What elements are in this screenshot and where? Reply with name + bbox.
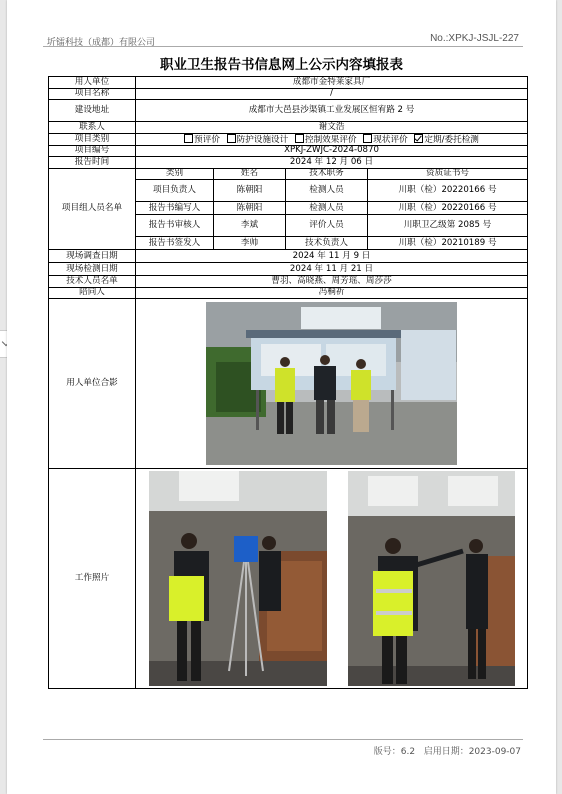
option-periodic-detection: 定期/委托检测 — [414, 135, 478, 145]
team-header-name: 姓名 — [214, 168, 286, 180]
team-title: 检测人员 — [286, 202, 368, 215]
footer — [374, 744, 521, 757]
option-status-evaluation: 现状评价 — [363, 135, 407, 145]
contact-value: 谢文浩 — [136, 122, 528, 134]
survey-date-value: 2024 年 11 月 9 日 — [136, 250, 528, 263]
report-table — [48, 76, 528, 689]
option-pre-evaluation: 预评价 — [184, 135, 220, 145]
checkbox-protection-design — [227, 134, 236, 143]
team-header-cert: 资质证书号 — [368, 168, 528, 180]
checkbox-pre-evaluation — [184, 134, 193, 143]
team-role: 报告书签发人 — [136, 237, 214, 250]
header-company: 圻镭科技（成都）有限公司 — [47, 38, 156, 48]
row-survey-date — [49, 250, 528, 263]
option-protection-design: 防护设施设计 — [227, 135, 289, 145]
employer-label: 用人单位 — [49, 77, 136, 89]
option-control-effect: 控制效果评价 — [295, 135, 357, 145]
escort-value: 冯桐祈 — [136, 287, 528, 299]
checkbox-control-effect — [295, 134, 304, 143]
team-name: 陈朝阳 — [214, 202, 286, 215]
test-date-value: 2024 年 11 月 21 日 — [136, 263, 528, 276]
row-project-type — [49, 133, 528, 145]
row-report-time — [49, 157, 528, 169]
checkbox-status-evaluation — [363, 134, 372, 143]
escort-label: 陪同人 — [49, 287, 136, 299]
team-header-title: 技术职务 — [286, 168, 368, 180]
project-type-options — [136, 133, 528, 145]
team-label: 项目组人员名单 — [49, 168, 136, 250]
row-project-no — [49, 145, 528, 157]
team-name: 李斌 — [214, 215, 286, 237]
page-title: 职业卫生报告书信息网上公示内容填报表 — [160, 57, 403, 73]
report-time-value: 2024 年 12 月 06 日 — [136, 157, 528, 169]
team-header-row — [49, 168, 528, 180]
work-photos-label: 工作照片 — [49, 469, 136, 689]
work-photo-1 — [149, 471, 327, 686]
row-work-photos — [49, 469, 528, 689]
footer-divider — [43, 739, 523, 740]
checkbox-periodic-detection — [414, 134, 423, 143]
team-name: 陈朝阳 — [214, 180, 286, 202]
footer-date: 启用日期：2023-09-07 — [423, 747, 521, 757]
row-contact — [49, 122, 528, 134]
row-group-photo — [49, 299, 528, 469]
group-photo-image — [206, 302, 457, 465]
team-title: 检测人员 — [286, 180, 368, 202]
team-cert: 川职（检）20210189 号 — [368, 237, 528, 250]
contact-label: 联系人 — [49, 122, 136, 134]
team-role: 报告书编写人 — [136, 202, 214, 215]
address-label: 建设地址 — [49, 100, 136, 122]
team-role: 报告书审核人 — [136, 215, 214, 237]
row-escort — [49, 287, 528, 299]
team-name: 李帅 — [214, 237, 286, 250]
test-date-label: 现场检测日期 — [49, 263, 136, 276]
work-photos-cell — [136, 469, 528, 689]
row-tech-staff — [49, 276, 528, 288]
tech-staff-value: 曹羽、高晓燕、周芳瑶、周莎莎 — [136, 276, 528, 288]
team-title: 技术负责人 — [286, 237, 368, 250]
project-no-label: 项目编号 — [49, 145, 136, 157]
document-page — [7, 0, 556, 794]
employer-value: 成都市金特莱家具厂 — [136, 77, 528, 89]
team-cert: 川职（检）20220166 号 — [368, 202, 528, 215]
row-address — [49, 100, 528, 122]
group-photo-cell — [136, 299, 528, 469]
row-test-date — [49, 263, 528, 276]
project-name-label: 项目名称 — [49, 88, 136, 100]
team-cert: 川职卫乙级第 2085 号 — [368, 215, 528, 237]
row-project-name — [49, 88, 528, 100]
report-time-label: 报告时间 — [49, 157, 136, 169]
team-header-role: 类别 — [136, 168, 214, 180]
survey-date-label: 现场调查日期 — [49, 250, 136, 263]
work-photos-row — [138, 471, 525, 686]
work-photo-2 — [348, 471, 515, 686]
project-no-value: XPKJ-ZWJC-2024-0870 — [136, 145, 528, 157]
header-divider — [43, 46, 523, 47]
team-cert: 川职（检）20220166 号 — [368, 180, 528, 202]
team-title: 评价人员 — [286, 215, 368, 237]
project-type-label: 项目类别 — [49, 133, 136, 145]
address-value: 成都市大邑县沙渠镇工业发展区恒宥路 2 号 — [136, 100, 528, 122]
group-photo-label: 用人单位合影 — [49, 299, 136, 469]
header-doc-code: No.:XPKJ-JSJL-227 — [430, 33, 519, 44]
footer-version: 版号：6.2 — [373, 747, 416, 757]
project-name-value: / — [136, 88, 528, 100]
team-role: 项目负责人 — [136, 180, 214, 202]
tech-staff-label: 技术人员名单 — [49, 276, 136, 288]
row-employer — [49, 77, 528, 89]
